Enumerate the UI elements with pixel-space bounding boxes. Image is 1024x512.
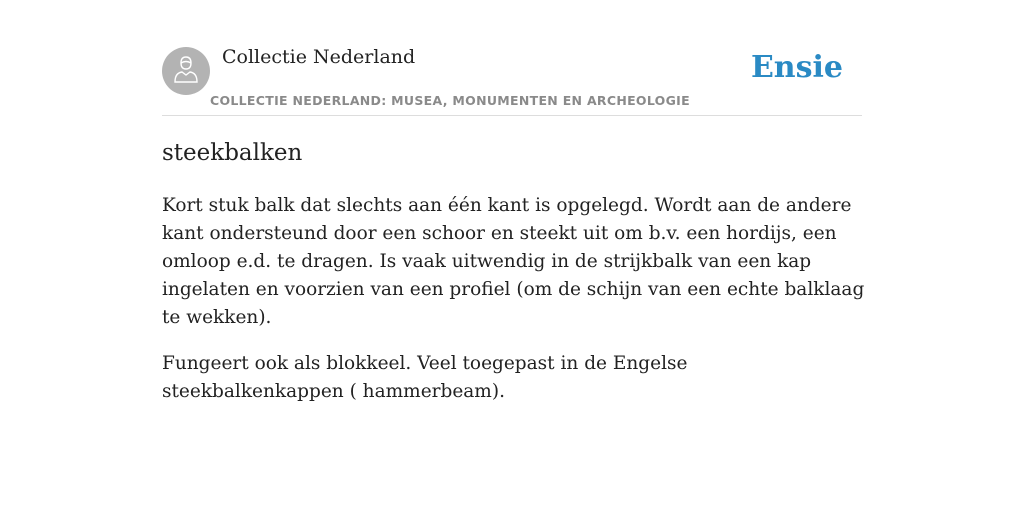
- entry-header: [162, 0, 862, 116]
- avatar[interactable]: [162, 47, 210, 95]
- entry-definition: [162, 192, 868, 424]
- entry-term: steekbalken: [162, 140, 303, 166]
- definition-paragraph: Kort stuk balk dat slechts aan één kant is opgelegd. Wordt aan de andere kant ondersteund door een schoor en steekt uit om b.v. een hordijs, een omloop e.d. te dragen. Is vaak uitwendig in de strijkbalk van een kap ingelaten en voorzien van een profiel (om de schijn van een echte balklaag te wekken).: [162, 195, 865, 328]
- author-name[interactable]: Collectie Nederland: [222, 46, 416, 68]
- definition-paragraph: Fungeert ook als blokkeel. Veel toegepast in de Engelse steekbalkenkappen ( hammerbeam).: [162, 353, 688, 402]
- source-label[interactable]: COLLECTIE NEDERLAND: MUSEA, MONUMENTEN EN ARCHEOLOGIE: [210, 93, 690, 108]
- entry-card: [162, 0, 865, 402]
- brand-logo[interactable]: Ensie: [750, 50, 843, 85]
- user-icon: [172, 54, 200, 88]
